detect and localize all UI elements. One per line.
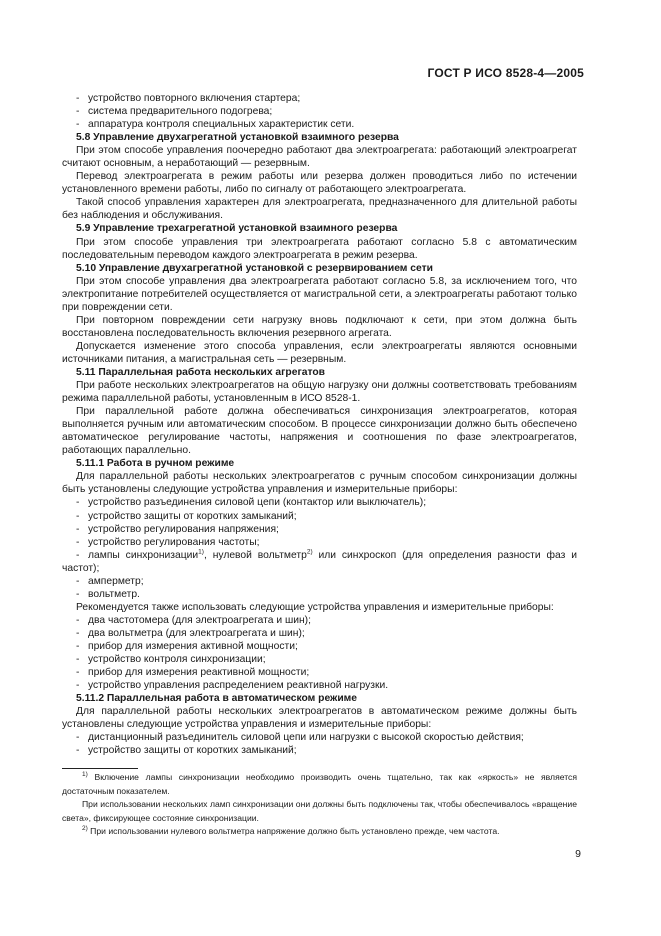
footnote-marker: 2) (82, 825, 88, 833)
list-item (62, 118, 577, 131)
list-item (62, 731, 577, 744)
list-dash: - (76, 510, 80, 522)
list-dash: - (76, 549, 80, 561)
footnote-separator (62, 768, 138, 769)
list-dash: - (76, 523, 80, 535)
list-dash: - (76, 640, 80, 652)
list-item (62, 666, 577, 679)
list-item (62, 496, 577, 509)
list-item-text: или синхроскоп (для определения разности фаз и частот); (62, 549, 577, 574)
list-item-text: устройство регулирования частоты; (88, 536, 260, 548)
paragraph: Рекомендуется также использовать следующие устройства управления и измерительные приборы: (76, 601, 554, 613)
list-item (62, 549, 577, 575)
list-dash: - (76, 667, 80, 679)
list-item-text: устройство защиты от коротких замыканий; (88, 745, 297, 757)
main-text (62, 92, 577, 757)
list-dash: - (76, 654, 80, 666)
paragraph: Допускается изменение этого способа управления, если электроагрегаты являются основными источниками питания, а магистральная сеть — резервным. (62, 340, 577, 365)
list-dash: - (76, 745, 80, 757)
list-item (62, 105, 577, 118)
list-dash: - (76, 497, 80, 509)
section-heading: 5.8 Управление двухагрегатной установкой взаимного резерва (76, 132, 399, 144)
footnote-marker: 1) (198, 548, 204, 556)
paragraph: При этом способе управления поочередно работают два электроагрегата: работающий электроагрегат считают основным, а неработающий — резервным. (62, 145, 577, 170)
footnote-text: При использовании нескольких ламп синхронизации они должны быть подключены так, чтобы обеспечивалось «вращение света», фиксирующее состояние синхронизации. (62, 799, 577, 823)
list-item-text: устройство повторного включения стартера; (88, 93, 301, 104)
list-dash: - (76, 614, 80, 626)
list-item (62, 523, 577, 536)
list-dash: - (76, 627, 80, 639)
paragraph: При этом способе управления два электроагрегата работают согласно 5.8, за исключением того, что электропитание потребителей осуществляется от магистральной сети, а электроагрегаты работают только при повреждении сети. (62, 275, 577, 313)
list-dash: - (76, 588, 80, 600)
paragraph: При параллельной работе должна обеспечиваться синхронизация электроагрегатов, которая выполняется ручным или автоматическим способом. В процессе синхронизации должно быть обеспечено автоматическое регулирование частоты, напряжения и соотношения по фазе электроагрегатов, работающих параллельно. (62, 406, 577, 457)
section-heading: 5.11.2 Параллельная работа в автоматическом режиме (76, 693, 358, 705)
list-item (62, 92, 577, 105)
list-dash: - (76, 732, 80, 744)
list-item-text: лампы синхронизации (88, 549, 199, 561)
footnote (62, 825, 577, 839)
paragraph: При этом способе управления три электроагрегата работают согласно 5.8 с автоматическим последовательным переводом каждого электроагрегата в режим резерва. (62, 236, 577, 261)
footnote-text: Включение лампы синхронизации необходимо производить очень тщательно, так как «яркость» не является достаточным показателем. (62, 772, 578, 796)
list-item-text: амперметр; (88, 575, 144, 587)
list-item-text: аппаратура контроля специальных характеристик сети. (88, 119, 355, 131)
footnote (62, 771, 577, 798)
section-heading: 5.10 Управление двухагрегатной установкой с резервированием сети (76, 262, 433, 274)
list-item-text: , нулевой вольтметр (203, 549, 307, 561)
paragraph: Для параллельной работы нескольких электроагрегатов в автоматическом режиме должны быть установлены следующие устройства управления и измерительные приборы: (62, 706, 577, 731)
list-dash: - (76, 93, 80, 104)
list-item (62, 510, 577, 523)
footnotes (62, 768, 577, 839)
list-item (62, 627, 577, 640)
list-item-text: два частотомера (для электроагрегата и шин); (88, 614, 311, 626)
paragraph: Перевод электроагрегата в режим работы или резерва должен проводиться либо по истечении установленного времени работы, либо по сигналу от работающего электроагрегата. (62, 171, 577, 196)
list-dash: - (76, 680, 80, 692)
paragraph: Для параллельной работы нескольких электроагрегатов с ручным способом синхронизации должны быть установлены следующие устройства управления и измерительные приборы: (62, 471, 577, 496)
list-item (62, 640, 577, 653)
footnote-text: При использовании нулевого вольтметра напряжение должно быть установлено прежде, чем частота. (90, 826, 500, 836)
list-item (62, 575, 577, 588)
list-item-text: прибор для измерения активной мощности; (88, 640, 298, 652)
list-item-text: устройство защиты от коротких замыканий; (88, 510, 297, 522)
paragraph: Такой способ управления характерен для электроагрегата, предназначенного для длительной работы без наблюдения и обслуживания. (62, 197, 577, 222)
list-item-text: устройство регулирования напряжения; (88, 523, 279, 535)
list-item-text: два вольтметра (для электроагрегата и шин); (88, 627, 305, 639)
list-item-text: вольтметр. (88, 588, 140, 600)
list-item (62, 653, 577, 666)
list-item-text: прибор для измерения реактивной мощности; (88, 667, 310, 679)
list-dash: - (76, 575, 80, 587)
section-heading: 5.11 Параллельная работа нескольких агрегатов (76, 366, 325, 378)
list-dash: - (76, 119, 80, 131)
list-item-text: дистанционный разъединитель силовой цепи или нагрузки с высокой скоростью действия; (88, 732, 524, 744)
page-number: 9 (575, 848, 581, 860)
list-item-text: устройство управления распределением реактивной нагрузки. (88, 680, 389, 692)
list-item (62, 679, 577, 692)
section-heading: 5.9 Управление трехагрегатной установкой взаимного резерва (76, 223, 398, 235)
list-item-text: система предварительного подогрева; (88, 106, 273, 118)
paragraph: При работе нескольких электроагрегатов на общую нагрузку они должны соответствовать требованиям режима параллельной работы, установленным в ИСО 8528-1. (62, 380, 577, 405)
list-item-text: устройство контроля синхронизации; (88, 654, 266, 666)
list-dash: - (76, 106, 80, 118)
list-item (62, 536, 577, 549)
list-item (62, 614, 577, 627)
footnote (62, 798, 577, 825)
list-item (62, 588, 577, 601)
list-item (62, 744, 577, 757)
standard-code-header: ГОСТ Р ИСО 8528-4—2005 (427, 66, 584, 80)
paragraph: При повторном повреждении сети нагрузку вновь подключают к сети, при этом должна быть восстановлена последовательность включения резервного агрегата. (62, 314, 577, 339)
section-heading: 5.11.1 Работа в ручном режиме (76, 458, 235, 470)
list-dash: - (76, 536, 80, 548)
footnote-marker: 1) (82, 771, 88, 779)
footnote-marker: 2) (306, 548, 313, 556)
list-item-text: устройство разъединения силовой цепи (контактор или выключатель); (88, 497, 427, 509)
